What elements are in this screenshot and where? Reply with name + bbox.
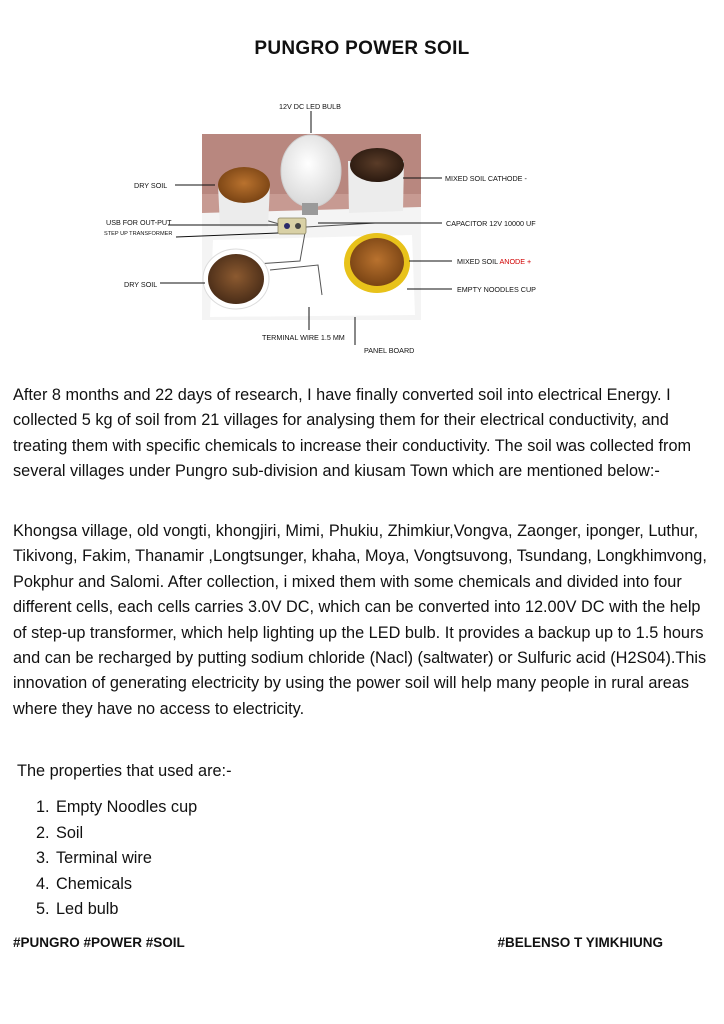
label-step-up-transformer: STEP UP TRANSFORMER [104,231,173,237]
properties-heading: The properties that used are:- [17,762,232,780]
label-panel-board: PANEL BOARD [364,346,415,355]
list-number: 5. [36,900,50,919]
list-item [36,821,197,847]
label-dry-soil-top: DRY SOIL [134,181,168,190]
label-terminal-wire: TERMINAL WIRE 1.5 MM [262,333,345,342]
label-usb-output: USB FOR OUT-PUT [106,218,172,227]
label-anode [457,257,531,266]
labeled-photo-figure [0,95,724,360]
list-number: 2. [36,823,50,842]
hashtags-left: #PUNGRO #POWER #SOIL [13,935,185,950]
label-anode-prefix: MIXED SOIL [457,257,500,266]
label-cathode: MIXED SOIL CATHODE - [445,174,527,183]
page-title: PUNGRO POWER SOIL [254,38,470,59]
label-anode-word: ANODE + [499,257,532,266]
list-item [36,795,197,821]
paragraph-villages: Khongsa village, old vongti, khongjiri, Mimi, Phukiu, Zhimkiur,Vongva, Zaonger, iponger, Luthur, Tikivong, Fakim, Thanamir ,Longtsunger, khaha, Moya, Vongtsuvong, Tsundang, Longkhimvong, Pokphur and Salomi. After collection, i mixed them with some chemicals and divided into four different cells, each cells carries 3.0V DC, which can be converted into 12.00V DC with the help of step-up transformer, which help lighting up the LED bulb. It provides a backup up to 1.5 hours and can be recharged by putting sodium chloride (Nacl) (saltwater) or Sulfuric acid (H2S04).This innovation of generating electricity by using the power soil will help many people in rural areas where they have no access to electricity. [13,522,707,718]
paragraph-research: After 8 months and 22 days of research, I have finally converted soil into electrical Energy. I collected 5 kg of soil from 21 villages for analysing them for their electrical conductivity, and treating them with specific chemicals to increase their conductivity. The soil was collected from several villages under Pungro sub-division and kiusam Town which are mentioned below:- [13,386,692,481]
label-capacitor: CAPACITOR 12V 10000 UF [446,219,536,228]
list-item [36,897,197,923]
list-number: 3. [36,849,50,868]
label-dry-soil-bottom: DRY SOIL [124,280,158,289]
list-text: Terminal wire [56,849,152,868]
list-text: Empty Noodles cup [56,798,198,816]
list-item [36,846,197,872]
hashtags-right: #BELENSO T YIMKHIUNG [497,935,663,950]
list-number: 4. [36,874,50,893]
properties-list [36,795,197,923]
list-number: 1. [36,798,50,816]
project-photo [0,95,724,360]
label-noodles-cup: EMPTY NOODLES CUP [457,285,536,294]
label-led-bulb: 12V DC LED BULB [279,102,341,111]
list-text: Soil [56,823,84,842]
list-text: Led bulb [56,900,119,919]
list-item [36,872,197,898]
list-text: Chemicals [56,874,133,893]
